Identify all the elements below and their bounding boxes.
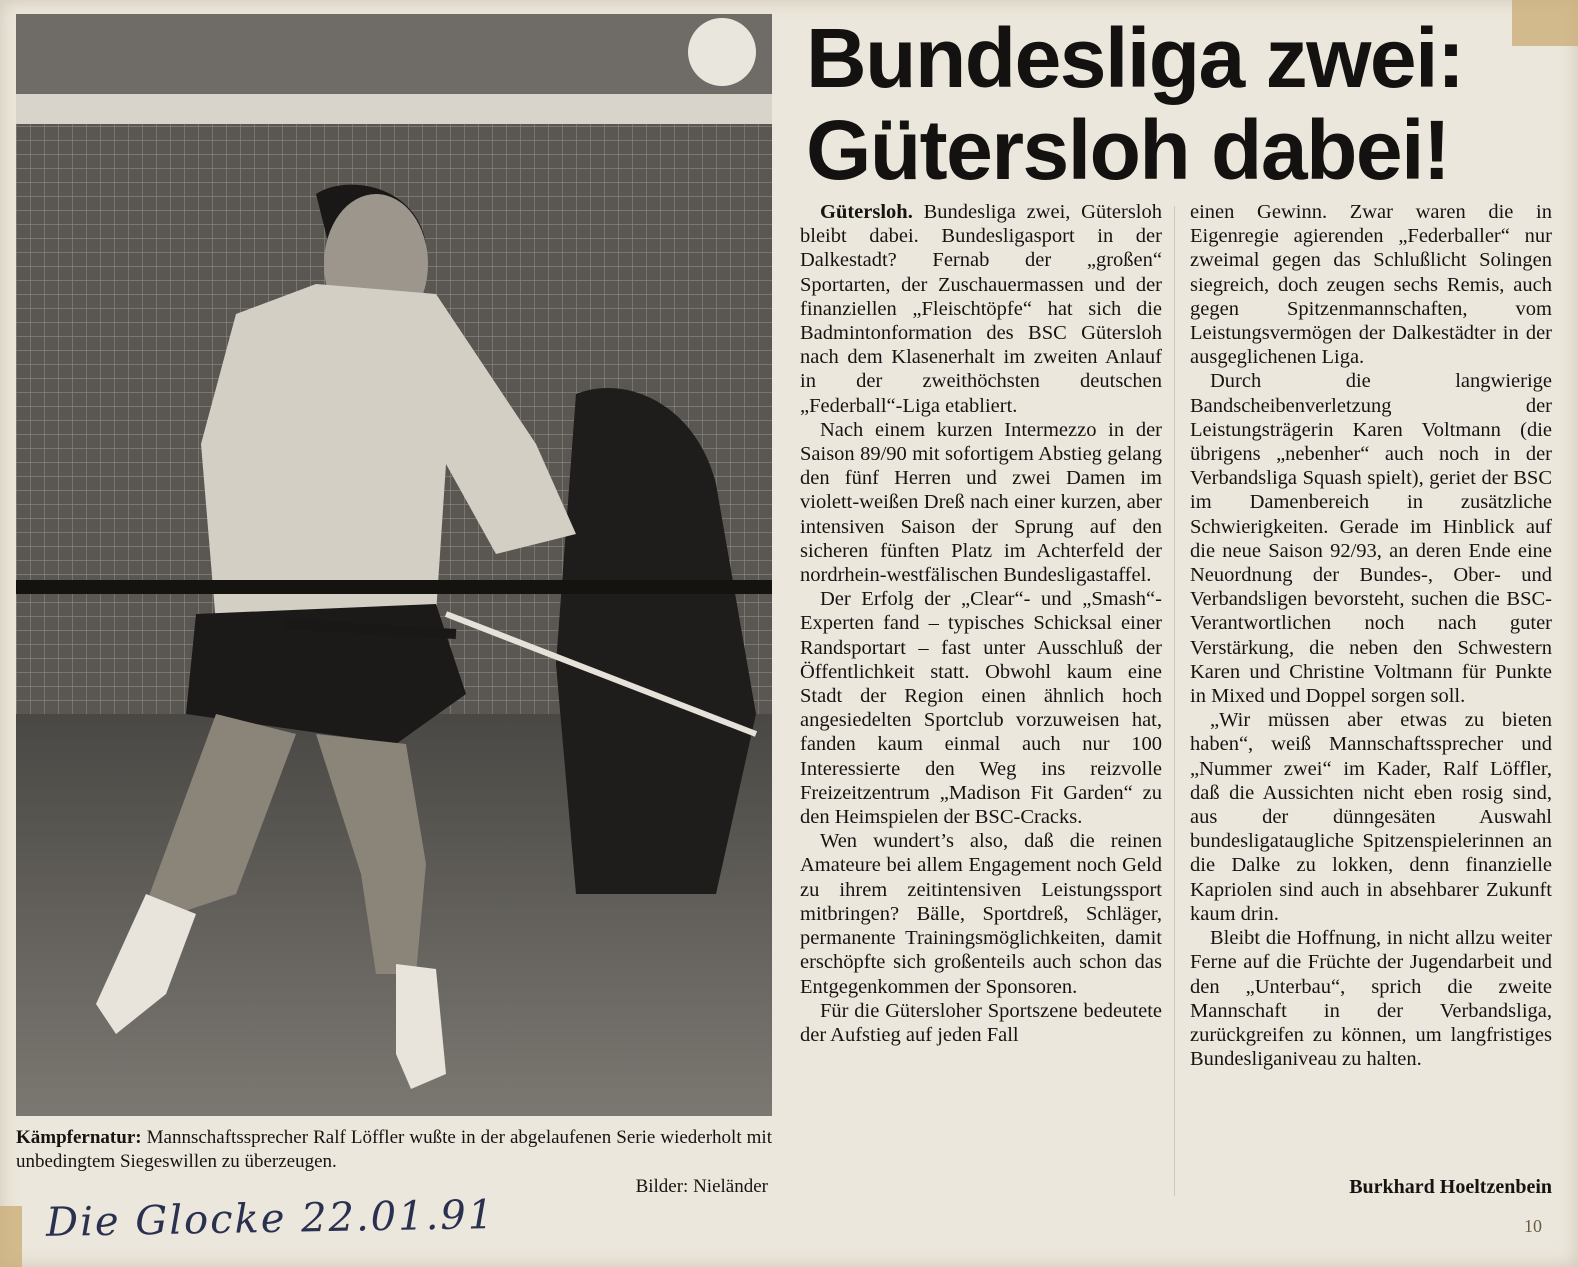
dateline: Gütersloh. bbox=[820, 201, 913, 223]
article-column-2 bbox=[1190, 200, 1552, 1071]
paragraph: „Wir müssen aber etwas zu bieten haben“, weiß Mannschaftssprecher und „Nummer zwei“ im Kader, Ralf Löffler, daß die Aussichten nicht eben rosig sind, aus der dünngesäten Auswahl bundesligataugliche Spitzenspielerinnen an die Dalke zu lokken, denn finanzielle Kapriolen sind auch in absehbarer Zukunft kaum drin. bbox=[1190, 709, 1552, 925]
caption-text: Mannschaftssprecher Ralf Löffler wußte in der abgelaufenen Serie wiederholt mit unbedingtem Siegeswillen zu überzeugen. bbox=[16, 1127, 772, 1172]
column-divider bbox=[1174, 206, 1175, 1196]
tape-bottom-left bbox=[0, 1206, 22, 1267]
paragraph: Durch die langwierige Bandscheibenverletzung der Leistungsträgerin Karen Voltmann (die übrigens „nebenher“ auch noch in der Verbandsliga Squash spielt), geriet der BSC im Damenbereich in zusätzliche Schwierigkeiten. Gerade im Hinblick auf die neue Saison 92/93, an deren Ende eine Neuordnung der Bundes-, Ober- und Verbandsligen bevorsteht, suchen die BSC-Verantwortlichen noch nach guter Verstärkung, die neben den Schwestern Karen und Christine Voltmann für Punkte in Mixed und Doppel sorgen soll. bbox=[1190, 370, 1552, 708]
paragraph: Für die Gütersloher Sportszene bedeutete der Aufstieg auf jeden Fall bbox=[800, 999, 1162, 1046]
hall-light bbox=[688, 18, 756, 86]
paragraph: Der Erfolg der „Clear“- und „Smash“-Experten fand – typisches Schicksal einer Randsportart – fast unter Ausschluß der Öffentlichkeit statt. Obwohl kaum eine Stadt der Region einen ähnlich hoch angesiedelten Sportclub vorzuweisen hat, fanden kaum einmal auch nur 100 Interessierte den Weg ins reizvolle Freizeitzentrum „Madison Fit Garden“ zu den Heimspielen der BSC-Cracks. bbox=[800, 588, 1162, 829]
paragraph: Gütersloh. Bundesliga zwei, Gütersloh bleibt dabei. Bundesligasport in der Dalkestadt? Fernab der „großen“ Sportarten, der Zuschauermassen und der finanziellen „Fleischtöpfe“ hat sich die Badmintonformation des BSC Gütersloh nach dem Klasenerhalt im zweiten Anlauf in der zweithöchsten deutschen „Federball“-Liga etabliert. bbox=[800, 201, 1162, 417]
paragraph: Wen wundert’s also, daß die reinen Amateure bei allem Engagement noch Geld zu ihrem zeitintensiven Leistungssport mitbringen? Bälle, Sportdreß, Schläger, permanente Trainingsmöglichkeiten, damit erschöpfte sich großenteils auch schon das Entgegenkommen der Sponsoren. bbox=[800, 830, 1162, 998]
headline-line-2: Gütersloh dabei! bbox=[806, 103, 1450, 197]
headline-line-1: Bundesliga zwei: bbox=[806, 11, 1464, 105]
photo-illustration bbox=[16, 14, 772, 1116]
photo-caption bbox=[16, 1126, 772, 1174]
page-number: 10 bbox=[1524, 1216, 1542, 1236]
paragraph: Nach einem kurzen Intermezzo in der Saison 89/90 mit sofortigem Abstieg gelang den fünf Herren und zwei Damen im violett-weißen Dreß nach einer kurzen, aber intensiven Saison der Sprung auf den sicheren fünften Platz im Achterfeld der nordrhein-westfälischen Bundesligastaffel. bbox=[800, 418, 1162, 587]
article-column-1 bbox=[800, 200, 1162, 1047]
author-byline: Burkhard Hoeltzenbein bbox=[1349, 1176, 1552, 1198]
paragraph: einen Gewinn. Zwar waren die in Eigenregie agierenden „Federballer“ nur zweimal gegen das Schlußlicht Solingen siegreich, doch zeugen sechs Remis, auch gegen Spitzenmannschaften, vom Leistungsvermögen der Dalkestädter in der ausgeglichenen Liga. bbox=[1190, 201, 1552, 369]
headline bbox=[806, 12, 1566, 196]
photo-credit: Bilder: Nieländer bbox=[635, 1176, 768, 1197]
caption-label: Kämpfernatur: bbox=[16, 1127, 142, 1148]
badminton-player-photo bbox=[16, 14, 772, 1116]
handwritten-source-note: Die Glocke 22.01.91 bbox=[45, 1192, 496, 1246]
paragraph: Bleibt die Hoffnung, in nicht allzu weiter Ferne auf die Früchte der Jugendarbeit und den „Unterbau“, sprich die zweite Mannschaft in der Verbandsliga, zurückgreifen zu können, um langfristiges Bundesliganiveau zu halten. bbox=[1190, 927, 1552, 1071]
